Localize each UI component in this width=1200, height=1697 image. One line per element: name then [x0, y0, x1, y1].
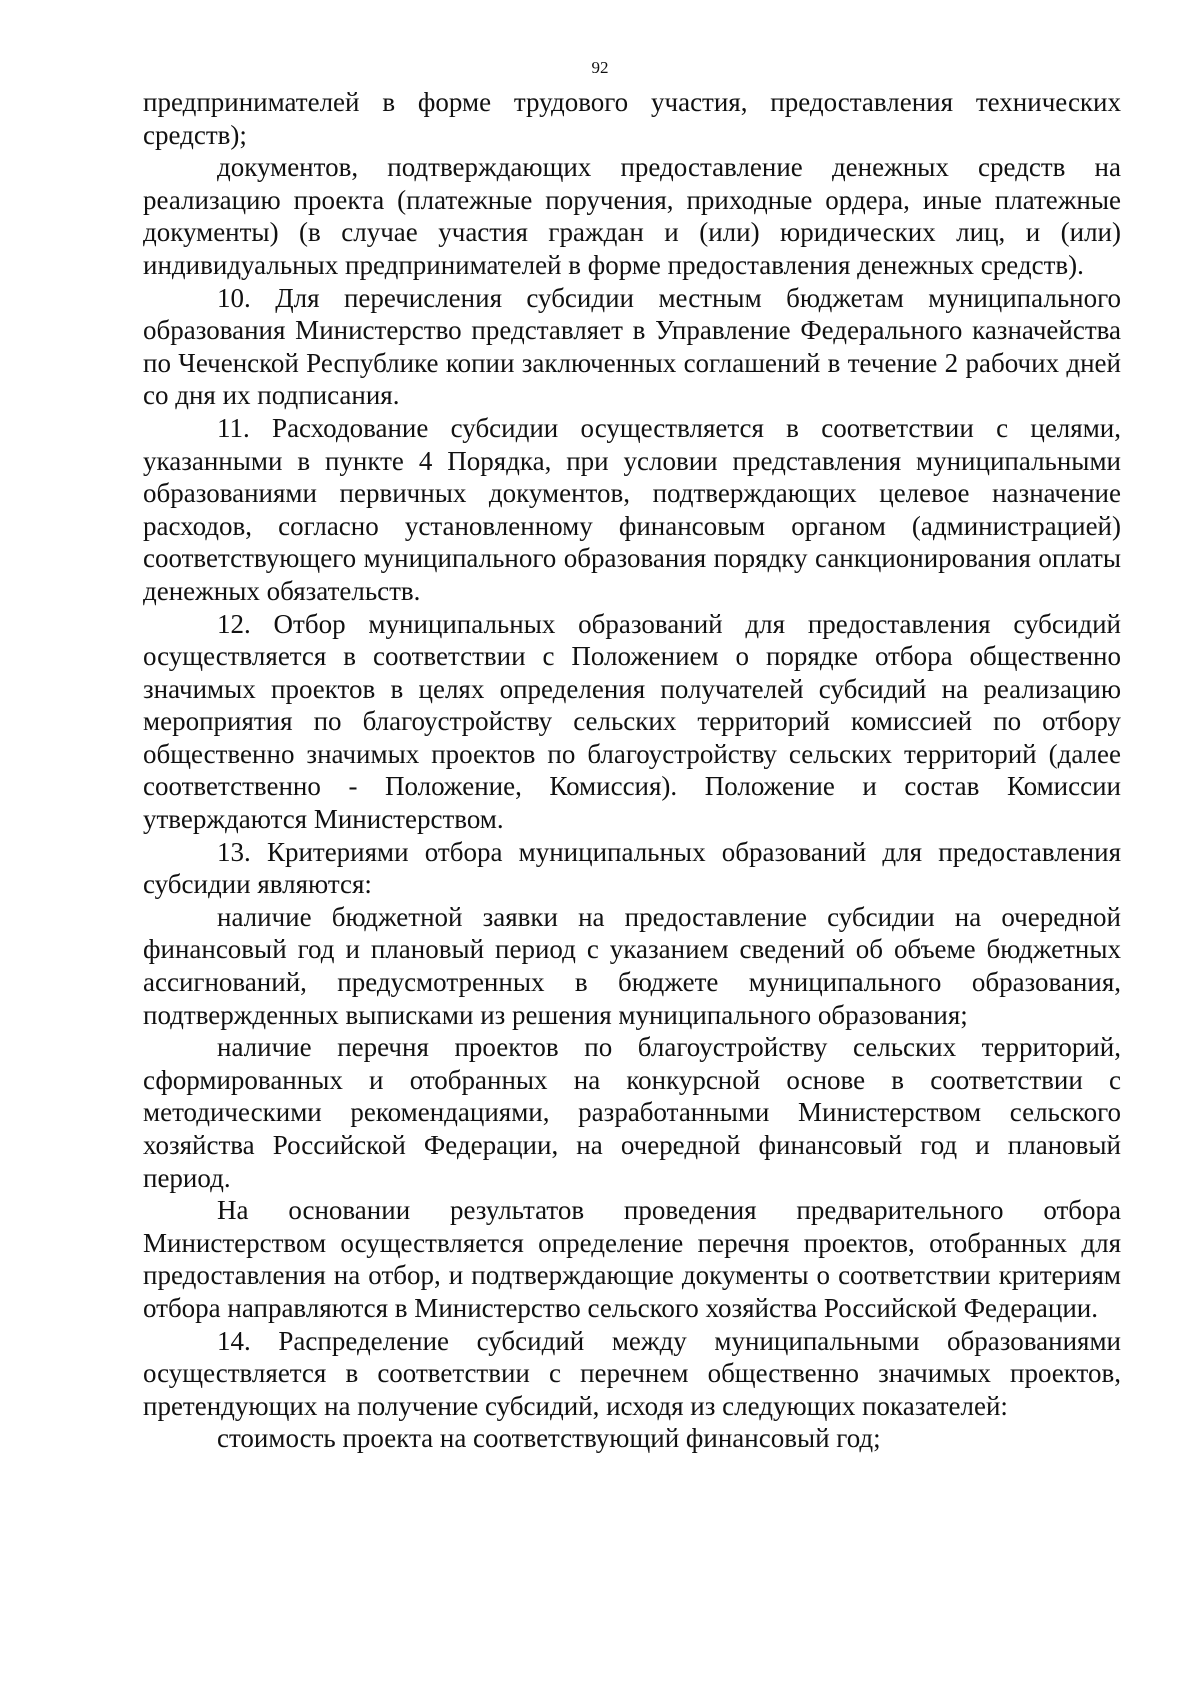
- paragraph-criterion-project-list: наличие перечня проектов по благоустройству сельских территорий, сформированных и отобранных на конкурсной основе в соответствии с методическими рекомендациями, разработанными Министерством сельского хозяйства Российской Федерации, на очередной финансовый год и плановый период.: [143, 1032, 1121, 1193]
- document-body: [143, 86, 1121, 1455]
- paragraph-indicator-cost: стоимость проекта на соответствующий финансовый год;: [217, 1423, 881, 1454]
- paragraph-item-14: 14. Распределение субсидий между муниципальными образованиями осуществляется в соответствии с перечнем общественно значимых проектов, претендующих на получение субсидий, исходя из следующих показателей:: [143, 1325, 1121, 1421]
- paragraph-item-11: 11. Расходование субсидии осуществляется в соответствии с целями, указанными в пункте 4 Порядка, при условии представления муниципальными образованиями первичных документов, подтверждающих целевое назначение расходов, согласно установленному финансовым органом (администрацией) соответствующего муниципального образования порядку санкционирования оплаты денежных обязательств.: [143, 412, 1121, 606]
- paragraph-item-12: 12. Отбор муниципальных образований для предоставления субсидий осуществляется в соответствии с Положением о порядке отбора общественно значимых проектов в целях определения получателей субсидий на реализацию мероприятия по благоустройству сельских территорий комиссией по отбору общественно значимых проектов по благоустройству сельских территорий (далее соответственно - Положение, Комиссия). Положение и состав Комиссии утверждаются Министерством.: [143, 608, 1121, 835]
- page-number: 92: [591, 58, 609, 77]
- paragraph-documents: документов, подтверждающих предоставление денежных средств на реализацию проекта (платежные поручения, приходные ордера, иные платежные документы) (в случае участия граждан и (или) юридических лиц, и (или) индивидуальных предпринимателей в форме предоставления денежных средств).: [143, 152, 1121, 280]
- paragraph-item-13: 13. Критериями отбора муниципальных образований для предоставления субсидии являются:: [143, 836, 1121, 900]
- paragraph-preliminary-selection: На основании результатов проведения предварительного отбора Министерством осуществляется определение перечня проектов, отобранных для предоставления на отбор, и подтверждающие документы о соответствии критериям отбора направляются в Министерство сельского хозяйства Российской Федерации.: [143, 1195, 1121, 1323]
- paragraph-continuation: предпринимателей в форме трудового участия, предоставления технических средств);: [143, 87, 1121, 150]
- paragraph-criterion-budget-request: наличие бюджетной заявки на предоставление субсидии на очередной финансовый год и плановый период с указанием сведений об объеме бюджетных ассигнований, предусмотренных в бюджете муниципального образования, подтвержденных выписками из решения муниципального образования;: [143, 901, 1121, 1030]
- paragraph-item-10: 10. Для перечисления субсидии местным бюджетам муниципального образования Министерство представляет в Управление Федерального казначейства по Чеченской Республике копии заключенных соглашений в течение 2 рабочих дней со дня их подписания.: [143, 282, 1121, 411]
